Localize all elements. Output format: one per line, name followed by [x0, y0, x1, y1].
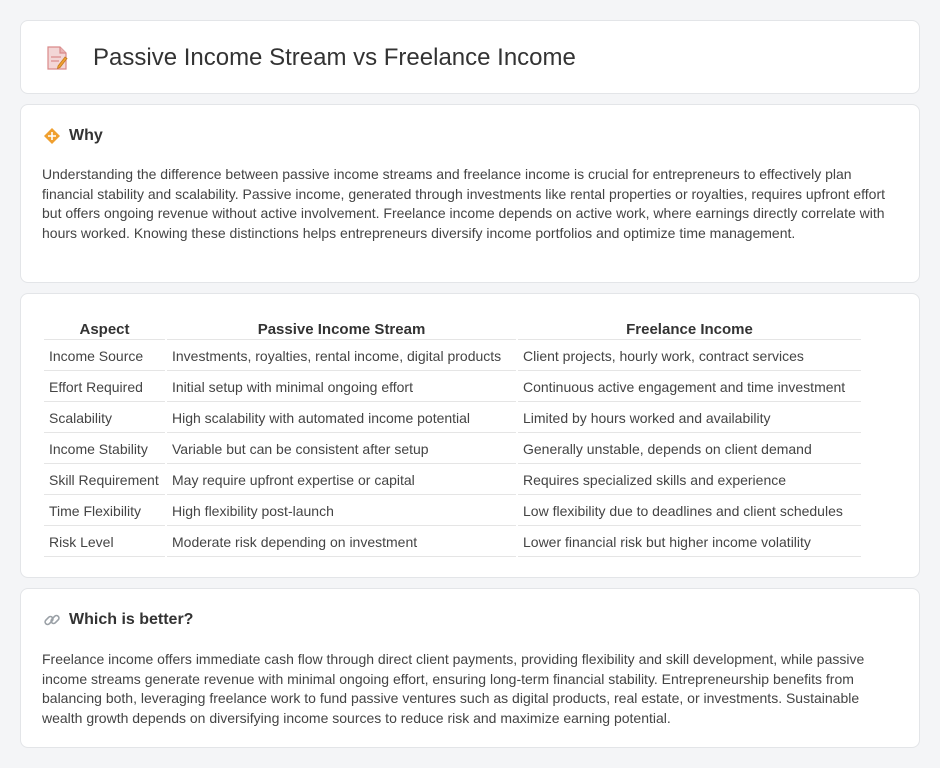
cell-passive: May require upfront expertise or capital [167, 466, 516, 495]
header-card [20, 20, 920, 94]
which-better-section [20, 588, 920, 748]
cell-passive: Investments, royalties, rental income, digital products [167, 342, 516, 371]
table-row [44, 373, 861, 402]
header-aspect: Aspect [44, 319, 165, 340]
table-row [44, 466, 861, 495]
cell-freelance: Client projects, hourly work, contract services [518, 342, 861, 371]
cell-aspect: Income Stability [44, 435, 165, 464]
cell-freelance: Generally unstable, depends on client demand [518, 435, 861, 464]
cell-aspect: Scalability [44, 404, 165, 433]
table-row [44, 342, 861, 371]
cell-freelance: Low flexibility due to deadlines and client schedules [518, 497, 861, 526]
cell-passive: Variable but can be consistent after setup [167, 435, 516, 464]
cell-freelance: Lower financial risk but higher income volatility [518, 528, 861, 557]
cell-freelance: Limited by hours worked and availability [518, 404, 861, 433]
why-heading [43, 127, 103, 145]
page-title: Passive Income Stream vs Freelance Income [93, 44, 576, 71]
cell-aspect: Effort Required [44, 373, 165, 402]
table-header-row [44, 319, 861, 340]
header-freelance: Freelance Income [518, 319, 861, 340]
cell-aspect: Risk Level [44, 528, 165, 557]
cell-aspect: Income Source [44, 342, 165, 371]
cell-passive: Moderate risk depending on investment [167, 528, 516, 557]
table-row [44, 435, 861, 464]
table-row [44, 497, 861, 526]
cell-aspect: Skill Requirement [44, 466, 165, 495]
cell-freelance: Requires specialized skills and experience [518, 466, 861, 495]
why-title: Why [69, 127, 103, 144]
better-title: Which is better? [69, 611, 194, 628]
table-row [44, 528, 861, 557]
diamond-icon [43, 127, 61, 145]
better-text: Freelance income offers immediate cash flow through direct client payments, providing flexibility and skill development, while passive income streams generate revenue with minimal ongoing effort, ensuring long-term financial stability. Entrepreneurship benefits from balancing both, leveraging freelance work to fund passive ventures such as digital products, real estate, or investments. Sustainable wealth growth depends on diversifying income sources to reduce risk and maximize earning potential. [42, 651, 865, 726]
link-icon [43, 611, 61, 629]
table-row [44, 404, 861, 433]
comparison-section [20, 293, 920, 578]
why-section [20, 104, 920, 283]
header-passive: Passive Income Stream [167, 319, 516, 340]
comparison-table [42, 317, 863, 559]
document-icon [45, 44, 69, 72]
cell-passive: High flexibility post-launch [167, 497, 516, 526]
cell-freelance: Continuous active engagement and time investment [518, 373, 861, 402]
title-row [45, 43, 576, 73]
why-text: Understanding the difference between passive income streams and freelance income is crucial for entrepreneurs to effectively plan financial stability and scalability. Passive income, generated through investments like rental properties or royalties, requires upfront effort but offers ongoing revenue without active involvement. Freelance income depends on active work, where earnings directly correlate with hours worked. Knowing these distinctions helps entrepreneurs diversify income portfolios and optimize time management. [42, 166, 886, 241]
cell-aspect: Time Flexibility [44, 497, 165, 526]
better-heading [43, 611, 193, 629]
cell-passive: High scalability with automated income potential [167, 404, 516, 433]
cell-passive: Initial setup with minimal ongoing effort [167, 373, 516, 402]
